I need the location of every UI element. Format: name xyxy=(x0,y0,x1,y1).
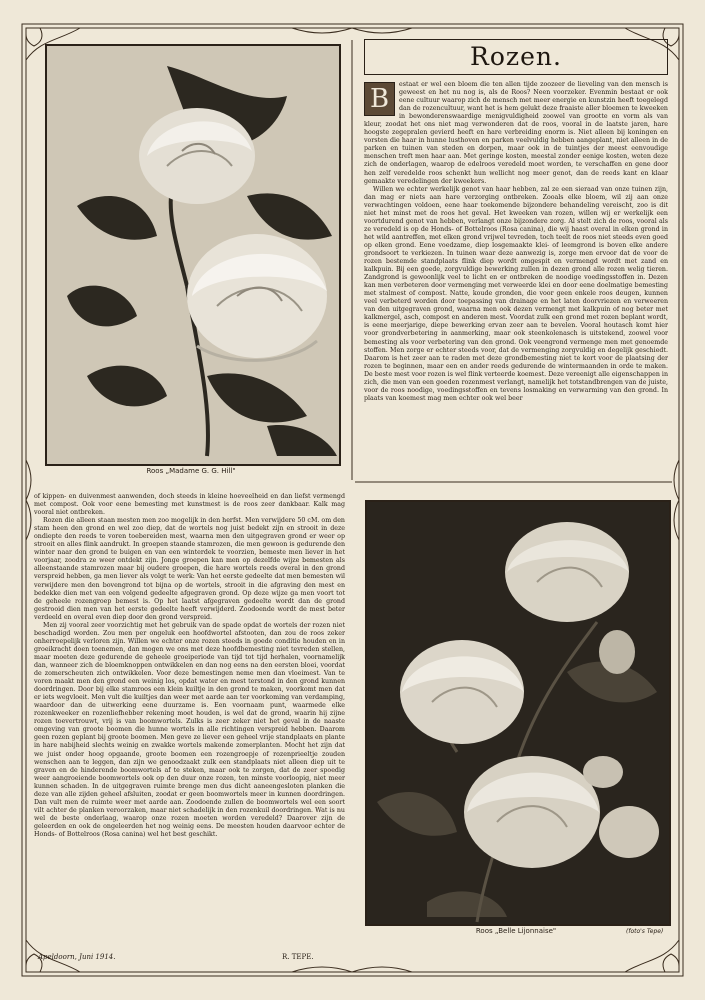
drop-cap: B xyxy=(364,82,395,116)
article-paragraph-1 xyxy=(364,81,668,186)
article-title: Rozen. xyxy=(470,42,562,71)
article-column-left xyxy=(34,493,345,949)
paragraph-text: estaat er wel een bloem die ten allen tijde zoozeer de lieveling van den mensch is geweest en het nu nog is, als de Roos? Neen voorzeker. Evenmin bestaat er ook eene cultuur waarop zich de mensch met meer energie en kunstzin heeft toegelegd dan de rozencultuur, want het is hem gelukt deze fraaiste aller bloemen te kweeken in bewonderenswaardige menigvuldigheid zoowel van grootte en vorm als van kleur, zoodat het ons niet mag verwonderen dat de roos, vooral in de laatste jaren, hare hoogste zegepralen gevierd heeft en hare verbreiding enorm is. Niet alleen bij koningen en vorsten die haar in hunne lusthoven en parken veelvuldig hebben aangeplant, niet alleen in de parken en tuinen van steden en dorpen, maar ook in de tuintjes der meest eenvoudige menschen treft men haar aan. Met geringe kosten, meestal zonder eenige kosten, weten deze zich de onderlagen, waarop de edelroos veredeld moet worden, te verschaffen en gene door hen zelf veredelde roos schenkt hun wellicht nog meer genot, dan de reeds kant en klaar gemaakte veredelingen der kweekers. xyxy=(364,81,668,185)
article-paragraph-2: Willen we echter werkelijk genot van haar hebben, zal ze een sieraad van onze tuinen zijn, dan mag er niets aan hare verzorging ontbreken. Zooals elke bloem, wil zij aan onze verwachtingen voldoen, eene haar toekomende bijzondere behandeling vereischt, zoo is dit niet het minst met de roos het geval. Het kweeken van rozen, willen wij er werkelijk een voortdurend genot van hebben, verlangt onze bijzondere zorg. Al stelt zich de roos, vooral als ze veredeld is op de Honds- of Bottelroos (Rosa canina), die wij haast overal in elken grond in het wild aantreffen, met elken grond vrijwel tevreden, toch teelt de roos niet steeds even goed op elken grond. Eene voedzame, diep losgemaakte klei- of leemgrond is boven elke andere grondsoort te verkiezen. In tuinen waar deze aanwezig is, zorge men ervoor dat de voor de rozen bestemde standplaats flink diep wordt omgespit en vermengd wordt met zand en kalkpuin. Bij een goede, zorgvuldige bewerking zullen in dezen grond alle rozen welig tieren. Zandgrond is gewoonlijk veel te licht en er ontbreken de noodige voedingsstoffen in. Dezen kan men verbeteren door vermenging met verweerde klei en door eene doelmatige bemesting met stalmest of compost. Natte, koude gronden, die voor geen enkele roos deugen, kunnen veel verbeterd worden door toepassing van drainage en het laten doorvriezen en verweeren van den uitgegraven grond, waarna men ook dezen vermengt met kalkpuin of nog beter met kalkmergel, asch, compost en anderen mest. Voordat zulk een grond met rozen beplant wordt, is eene meerjarige, diepe bewerking ervan zeer aan te bevelen. Vooral houtasch komt hier voor grondverbetering in aanmerking, maar ook steenkolenasch is uitstekend, zoowel voor bemesting als voor verbetering van den grond. Ook veengrond vermenge men met genoemde stoffen. Men zorge er echter steeds voor, dat de vermenging zorgvuldig en degelijk geschiedt. Daarom is het zeer aan te raden met deze grondbemesting niet te kort voor de plaatsing der rozen te beginnen, maar een en ander reeds gedurende de wintermaanden in orde te maken. De beste mest voor rozen is wel flink verteerde koemest. Deze vereenigt alle eigenschappen in zich, die men van een goeden rozenmest verlangt, namelijk het totstandbrengen van de juiste, voor de roos noodige, voedingsstoffen en tevens losmaking en verwarming van den grond. In plaats van koemest mag men echter ook wel beer xyxy=(364,185,668,402)
article-paragraph-3: of kippen- en duivenmest aanwenden, doch steeds in kleine hoeveelheid en dan liefst vermengd met compost. Ook voor eene bemesting met kunstmest is de roos zeer dankbaar. Kalk mag vooral niet ontbreken. xyxy=(34,493,345,517)
photo-belle-lyonnaise xyxy=(365,500,671,926)
photo-caption-bottom: Roos „Belle Lijonnaise" xyxy=(475,927,557,935)
photo-madame-hill xyxy=(45,44,341,466)
article-column-right xyxy=(364,81,668,479)
photo-caption-top: Roos „Madame G. G. Hill" xyxy=(146,467,236,475)
article-paragraph-5: Men zij vooral zeer voorzichtig met het gebruik van de spade opdat de wortels der rozen niet beschadigd worden. Zou men per ongeluk een hoofdwortel afstooten, dan zou de roos zeker onherroepelijk verloren zijn. Willen we echter onze rozen steeds in goede conditie houden en in groeikracht doen toenemen, dan mogen we ons met deze hoofdbemesting niet tevreden stellen, maar moeten deze gedurende de geheele groeiperiode van tijd tot tijd herhalen, voornamelijk dan, wanneer zich de bloemknoppen ontwikkelen en dan nog eens na den eersten bloei, voordat de zomerscheuten zich ontwikkelen. Voor deze bemestingen neme men dan vloeimest. Van te voren maakt men den grond een weinig los, opdat water en mest terstond in den grond kunnen doordringen. Door bij elke stamroos een klein kuiltje in den grond te maken, voorkomt men dat er iets wegvloeit. Men vult die kuiltjes dan weer met aarde aan ter voorkoming van verdamping, waardoor dan de uitwerking eene duurzame is. Een voornaam punt, waarmede elke rozenkweeker en rozenliefhebber rekening moet houden, is wel dat de grond, waarin hij zijne rozen toevertrouwt, vrij is van boomwortels. Zulks is zeer zeker niet het geval in de naaste omgeving van groote boomen die hunne wortels in alle richtingen verspreid hebben. Daarom geen rozen geplant bij groote boomen. Men geve ze liever een geheel vrije standplaats en plante in hare nabijheid slechts weinig en zwakke wortels makende zomerplanten. Mocht het zijn dat we juist onder hoog opgaande, groote boomen een rozengroepje of rozenprieeltje zouden wenschen aan te leggen, dan zijn we genoodzaakt zulk een standplaats niet alleen diep uit te graven en de hinderende boomwortels af te steken, maar ook te zorgen, dat de zeer spoedig weer aangroeiende boomwortels ook op den duur onze rozen, ten minste voorloopig, niet meer kunnen schaden. In de uitgegraven ruimte brenge men dus dicht aaneengesloten planken die deze van alle zijden geheel afsluiten, zoodat er geen boomwortels meer in kunnen doordringen. Dan vult men de ruimte weer met aarde aan. Zoodoende zullen de boomwortels wel een soort vilt achter de planken veroorzaken, maar niet schadelijk in den rozenkuil doordringen. Wat is nu wel de beste onderlaag, waarop onze rozen moeten worden veredeld? Daarover zijn de geleerden en ook de ongeleerden het nog weinig eens. De meesten houden daarvoor echter de Honds- of Bottelroos (Rosa canina) wel het best geschikt. xyxy=(34,621,345,838)
article-place-date: Apeldoorn, Juni 1914. xyxy=(38,953,116,961)
photo-credit: (foto's Tepe) xyxy=(626,928,664,935)
article-paragraph-4: Rozen die alleen staan mesten men zoo mogelijk in den herfst. Men verwijdere 50 cM. om den stam heen den grond en wel zoo diep, dat de wortels nog juist bedekt zijn en strooit in deze ondiepte den reeds te voren toebereiden mest, waarna men den uitgegraven grond er weer op strooit en alles flink aandrukt. In groepen staande stamrozen, die men gewoon is gedurende den winter naar den grond te buigen en van een winterdek te voorzien, bemeste men liever in het voorjaar, zoodra ze weer ontdekt zijn. Jonge groepen kan men op dezelfde wijze bemesten als alleenstaande stamrozen maar bij oudere groepen, die hare wortels reeds overal in den grond verspreid hebben, ga men liever als volgt te werk: Van het eerste gedeelte dat men bemesten wil verwijdere men den bovengrond tot bijna op de wortels, strooit in die afgraving den mest en bedekke dien met van een volgend gedeelte afgegraven grond. Op deze wijze ga men voort tot de geheele rozengroep bemest is. Op het laatst afgegraven gedeelte wordt dan de grond gestrooid dien men van het eerste gedeelte heeft verwijderd. Zoodoende wordt de mest beter verdeeld en overal even diep door den grond verspreid. xyxy=(34,517,345,621)
article-author: R. TEPE. xyxy=(282,953,314,961)
rose-photo-illustration-2 xyxy=(367,502,669,924)
rose-photo-illustration xyxy=(47,46,339,464)
title-box xyxy=(364,39,668,75)
